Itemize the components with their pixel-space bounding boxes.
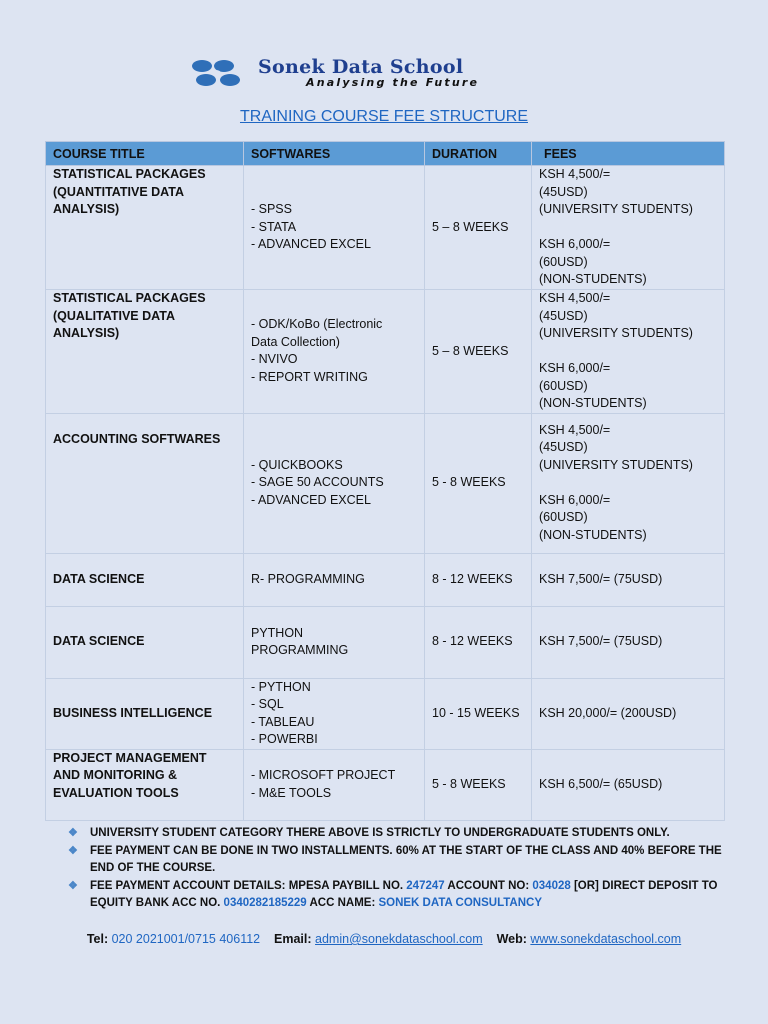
table-row: [46, 553, 725, 606]
fees: KSH 7,500/= (75USD): [532, 553, 725, 606]
duration: 5 – 8 WEEKS: [425, 166, 532, 290]
fees: KSH 6,500/= (65USD): [532, 749, 725, 820]
diamond-bullet-icon: ❖: [68, 844, 78, 857]
software-list: - ODK/KoBo (Electronic Data Collection) - NVIVO - REPORT WRITING: [244, 290, 425, 414]
duration: 10 - 15 WEEKS: [425, 678, 532, 749]
duration: 5 – 8 WEEKS: [425, 290, 532, 414]
duration: 8 - 12 WEEKS: [425, 553, 532, 606]
table-row: [46, 606, 725, 678]
fees: KSH 4,500/= (45USD) (UNIVERSITY STUDENTS) KSH 6,000/= (60USD) (NON-STUDENTS): [532, 166, 725, 290]
fee-table: [45, 141, 725, 821]
page-title: TRAINING COURSE FEE STRUCTURE: [239, 108, 528, 125]
software-list: - SPSS - STATA - ADVANCED EXCEL: [244, 166, 425, 290]
paybill-number: 247247: [406, 879, 445, 892]
duration: 8 - 12 WEEKS: [425, 606, 532, 678]
contact-footer: [0, 932, 768, 946]
software-list: PYTHON PROGRAMMING: [244, 606, 425, 678]
fees: KSH 20,000/= (200USD): [532, 678, 725, 749]
brand-tagline: Analysing the Future: [306, 76, 480, 89]
course-title: STATISTICAL PACKAGES (QUALITATIVE DATA ANALYSIS): [46, 290, 244, 414]
tel-label: Tel:: [86, 932, 109, 946]
software-list: - QUICKBOOKS - SAGE 50 ACCOUNTS - ADVANCED EXCEL: [244, 413, 425, 553]
tel-value: 020 2021001/0715 406112: [111, 932, 261, 946]
column-header-fees: FEES: [532, 142, 725, 166]
account-number: 034028: [532, 879, 571, 892]
email-link[interactable]: admin@sonekdataschool.com: [315, 932, 483, 946]
notes-list: [68, 825, 728, 913]
table-row: [46, 290, 725, 414]
logo-icon: [190, 58, 248, 88]
software-list: - PYTHON - SQL - TABLEAU - POWERBI: [244, 678, 425, 749]
list-item: ❖ FEE PAYMENT CAN BE DONE IN TWO INSTALLMENTS. 60% AT THE START OF THE CLASS AND 40% BEFORE THE END OF THE COURSE.: [68, 844, 722, 874]
list-item: ❖ FEE PAYMENT ACCOUNT DETAILS: MPESA PAYBILL NO. 247247 ACCOUNT NO: 034028 [OR] DIRECT DEPOSIT TO EQUITY BANK ACC NO. 0340282185229 ACC NAME: SONEK DATA CONSULTANCY: [68, 879, 718, 909]
table-row: [46, 166, 725, 290]
list-item: ❖ UNIVERSITY STUDENT CATEGORY THERE ABOVE IS STRICTLY TO UNDERGRADUATE STUDENTS ONLY.: [68, 825, 728, 843]
web-label: Web:: [496, 932, 527, 946]
fees: KSH 7,500/= (75USD): [532, 606, 725, 678]
software-list: R- PROGRAMMING: [244, 553, 425, 606]
course-title: BUSINESS INTELLIGENCE: [46, 678, 244, 749]
email-label: Email:: [274, 932, 312, 946]
fees: KSH 4,500/= (45USD) (UNIVERSITY STUDENTS) KSH 6,000/= (60USD) (NON-STUDENTS): [532, 413, 725, 553]
column-header-software: SOFTWARES: [244, 142, 425, 166]
diamond-bullet-icon: ❖: [68, 879, 78, 892]
fees: KSH 4,500/= (45USD) (UNIVERSITY STUDENTS) KSH 6,000/= (60USD) (NON-STUDENTS): [532, 290, 725, 414]
bank-account-number: 0340282185229: [223, 897, 307, 909]
table-row: [46, 413, 725, 553]
duration: 5 - 8 WEEKS: [425, 749, 532, 820]
course-title: DATA SCIENCE: [46, 553, 244, 606]
table-header-row: [46, 142, 725, 166]
course-title: STATISTICAL PACKAGES (QUANTITATIVE DATA ANALYSIS): [46, 166, 244, 290]
course-title: DATA SCIENCE: [46, 606, 244, 678]
website-link[interactable]: www.sonekdataschool.com: [530, 932, 682, 946]
account-name: SONEK DATA CONSULTANCY: [378, 897, 543, 909]
duration: 5 - 8 WEEKS: [425, 413, 532, 553]
column-header-duration: DURATION: [425, 142, 532, 166]
table-row: [46, 749, 725, 820]
header: [190, 56, 590, 92]
table-row: [46, 678, 725, 749]
course-title: ACCOUNTING SOFTWARES: [46, 413, 244, 553]
brand-name: Sonek Data School: [258, 56, 464, 78]
software-list: - MICROSOFT PROJECT - M&E TOOLS: [244, 749, 425, 820]
column-header-course: COURSE TITLE: [46, 142, 244, 166]
diamond-bullet-icon: ❖: [68, 827, 78, 839]
course-title: PROJECT MANAGEMENT AND MONITORING & EVALUATION TOOLS: [46, 749, 244, 820]
